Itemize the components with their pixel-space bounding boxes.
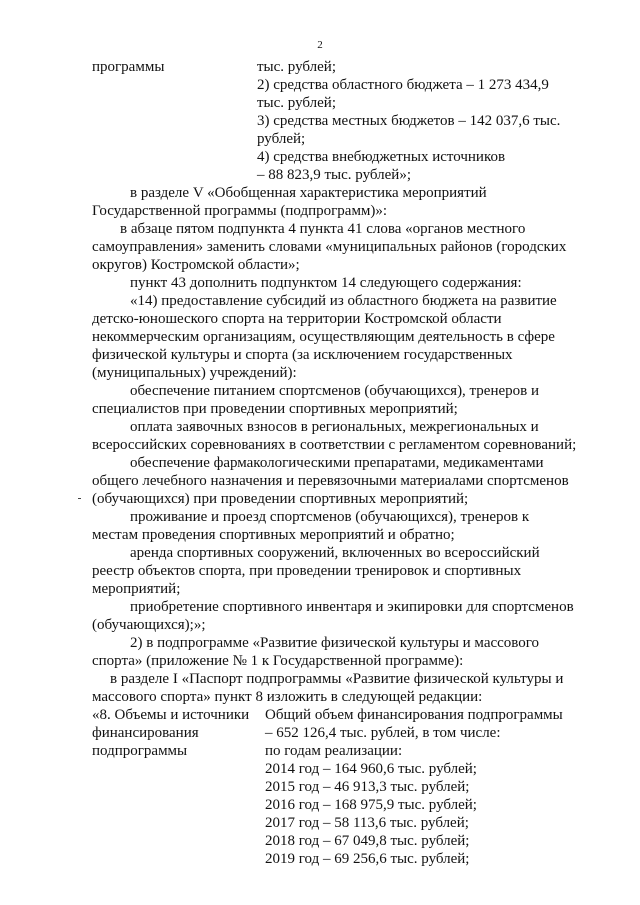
body-line: аренда спортивных сооружений, включенных во всероссийский [130, 545, 540, 561]
top-table-line: 2) средства областного бюджета – 1 273 434,9 [257, 77, 549, 93]
body-line: (муниципальных) учреждений): [92, 365, 297, 381]
page-number: 2 [317, 39, 323, 51]
body-line: Государственной программы (подпрограмм)»: [92, 203, 388, 219]
top-table-line: тыс. рублей; [257, 59, 336, 75]
body-line: некоммерческим организациям, осуществляющим деятельность в сфере [92, 329, 555, 345]
body-line: спорта» (приложение № 1 к Государственной программе): [92, 653, 464, 669]
body-line: мероприятий; [92, 581, 181, 597]
body-line: реестр объектов спорта, при проведении тренировок и спортивных [92, 563, 522, 579]
body-line: массового спорта» пункт 8 изложить в следующей редакции: [92, 689, 483, 705]
body-line: проживание и проезд спортсменов (обучающихся), тренеров к [130, 509, 530, 525]
body-line: (обучающихся) при проведении спортивных мероприятий; [92, 491, 469, 507]
top-table-line: рублей; [257, 131, 306, 147]
body-line: «14) предоставление субсидий из областного бюджета на развитие [130, 293, 557, 309]
body-line: округов) Костромской области»; [92, 257, 300, 273]
top-table-line: тыс. рублей; [257, 95, 336, 111]
body-line: обеспечение питанием спортсменов (обучающихся), тренеров и [130, 383, 539, 399]
bottom-table-right-line: 2018 год – 67 049,8 тыс. рублей; [265, 833, 470, 849]
body-line: местам проведения спортивных мероприятий и обратно; [92, 527, 455, 543]
body-line: детско-юношеского спорта на территории Костромской области [92, 311, 502, 327]
body-line: самоуправления» заменить словами «муниципальных районов (городских [92, 239, 567, 255]
bottom-table-right-line: 2017 год – 58 113,6 тыс. рублей; [265, 815, 469, 831]
body-line: специалистов при проведении спортивных мероприятий; [92, 401, 458, 417]
bottom-table-right-line: Общий объем финансирования подпрограммы [265, 707, 563, 723]
bottom-table-right-line: – 652 126,4 тыс. рублей, в том числе: [265, 725, 501, 741]
body-line: всероссийских соревнованиях в соответствии с регламентом соревнований; [92, 437, 577, 453]
bottom-table-right-line: 2014 год – 164 960,6 тыс. рублей; [265, 761, 477, 777]
body-line: (обучающихся);»; [92, 617, 206, 633]
bottom-table-left-cell: подпрограммы [92, 743, 188, 759]
body-line: общего лечебного назначения и перевязочными материалами спортсменов [92, 473, 569, 489]
bottom-table-right-line: 2019 год – 69 256,6 тыс. рублей; [265, 851, 470, 867]
top-table-line: – 88 823,9 тыс. рублей»; [257, 167, 411, 183]
body-line: в абзаце пятом подпункта 4 пункта 41 слова «органов местного [120, 221, 526, 237]
top-table-line: 3) средства местных бюджетов – 142 037,6 тыс. [257, 113, 561, 129]
body-line: в разделе V «Обобщенная характеристика мероприятий [130, 185, 487, 201]
body-line: в разделе I «Паспорт подпрограммы «Развитие физической культуры и [110, 671, 564, 687]
body-line: пункт 43 дополнить подпунктом 14 следующего содержания: [130, 275, 522, 291]
body-line: физической культуры и спорта (за исключением государственных [92, 347, 513, 363]
bottom-table-right-line: по годам реализации: [265, 743, 403, 759]
top-table-line: 4) средства внебюджетных источников [257, 149, 506, 165]
scan-mark [78, 498, 81, 499]
bottom-table-left-cell: финансирования [92, 725, 199, 741]
bottom-table-right-line: 2015 год – 46 913,3 тыс. рублей; [265, 779, 470, 795]
body-line: приобретение спортивного инвентаря и экипировки для спортсменов [130, 599, 574, 615]
body-line: 2) в подпрограмме «Развитие физической культуры и массового [130, 635, 540, 651]
top-table-left-label: программы [92, 59, 165, 75]
bottom-table-right-line: 2016 год – 168 975,9 тыс. рублей; [265, 797, 477, 813]
bottom-table-left-cell: «8. Объемы и источники [92, 707, 250, 723]
body-line: обеспечение фармакологическими препаратами, медикаментами [130, 455, 544, 471]
body-line: оплата заявочных взносов в региональных, межрегиональных и [130, 419, 539, 435]
